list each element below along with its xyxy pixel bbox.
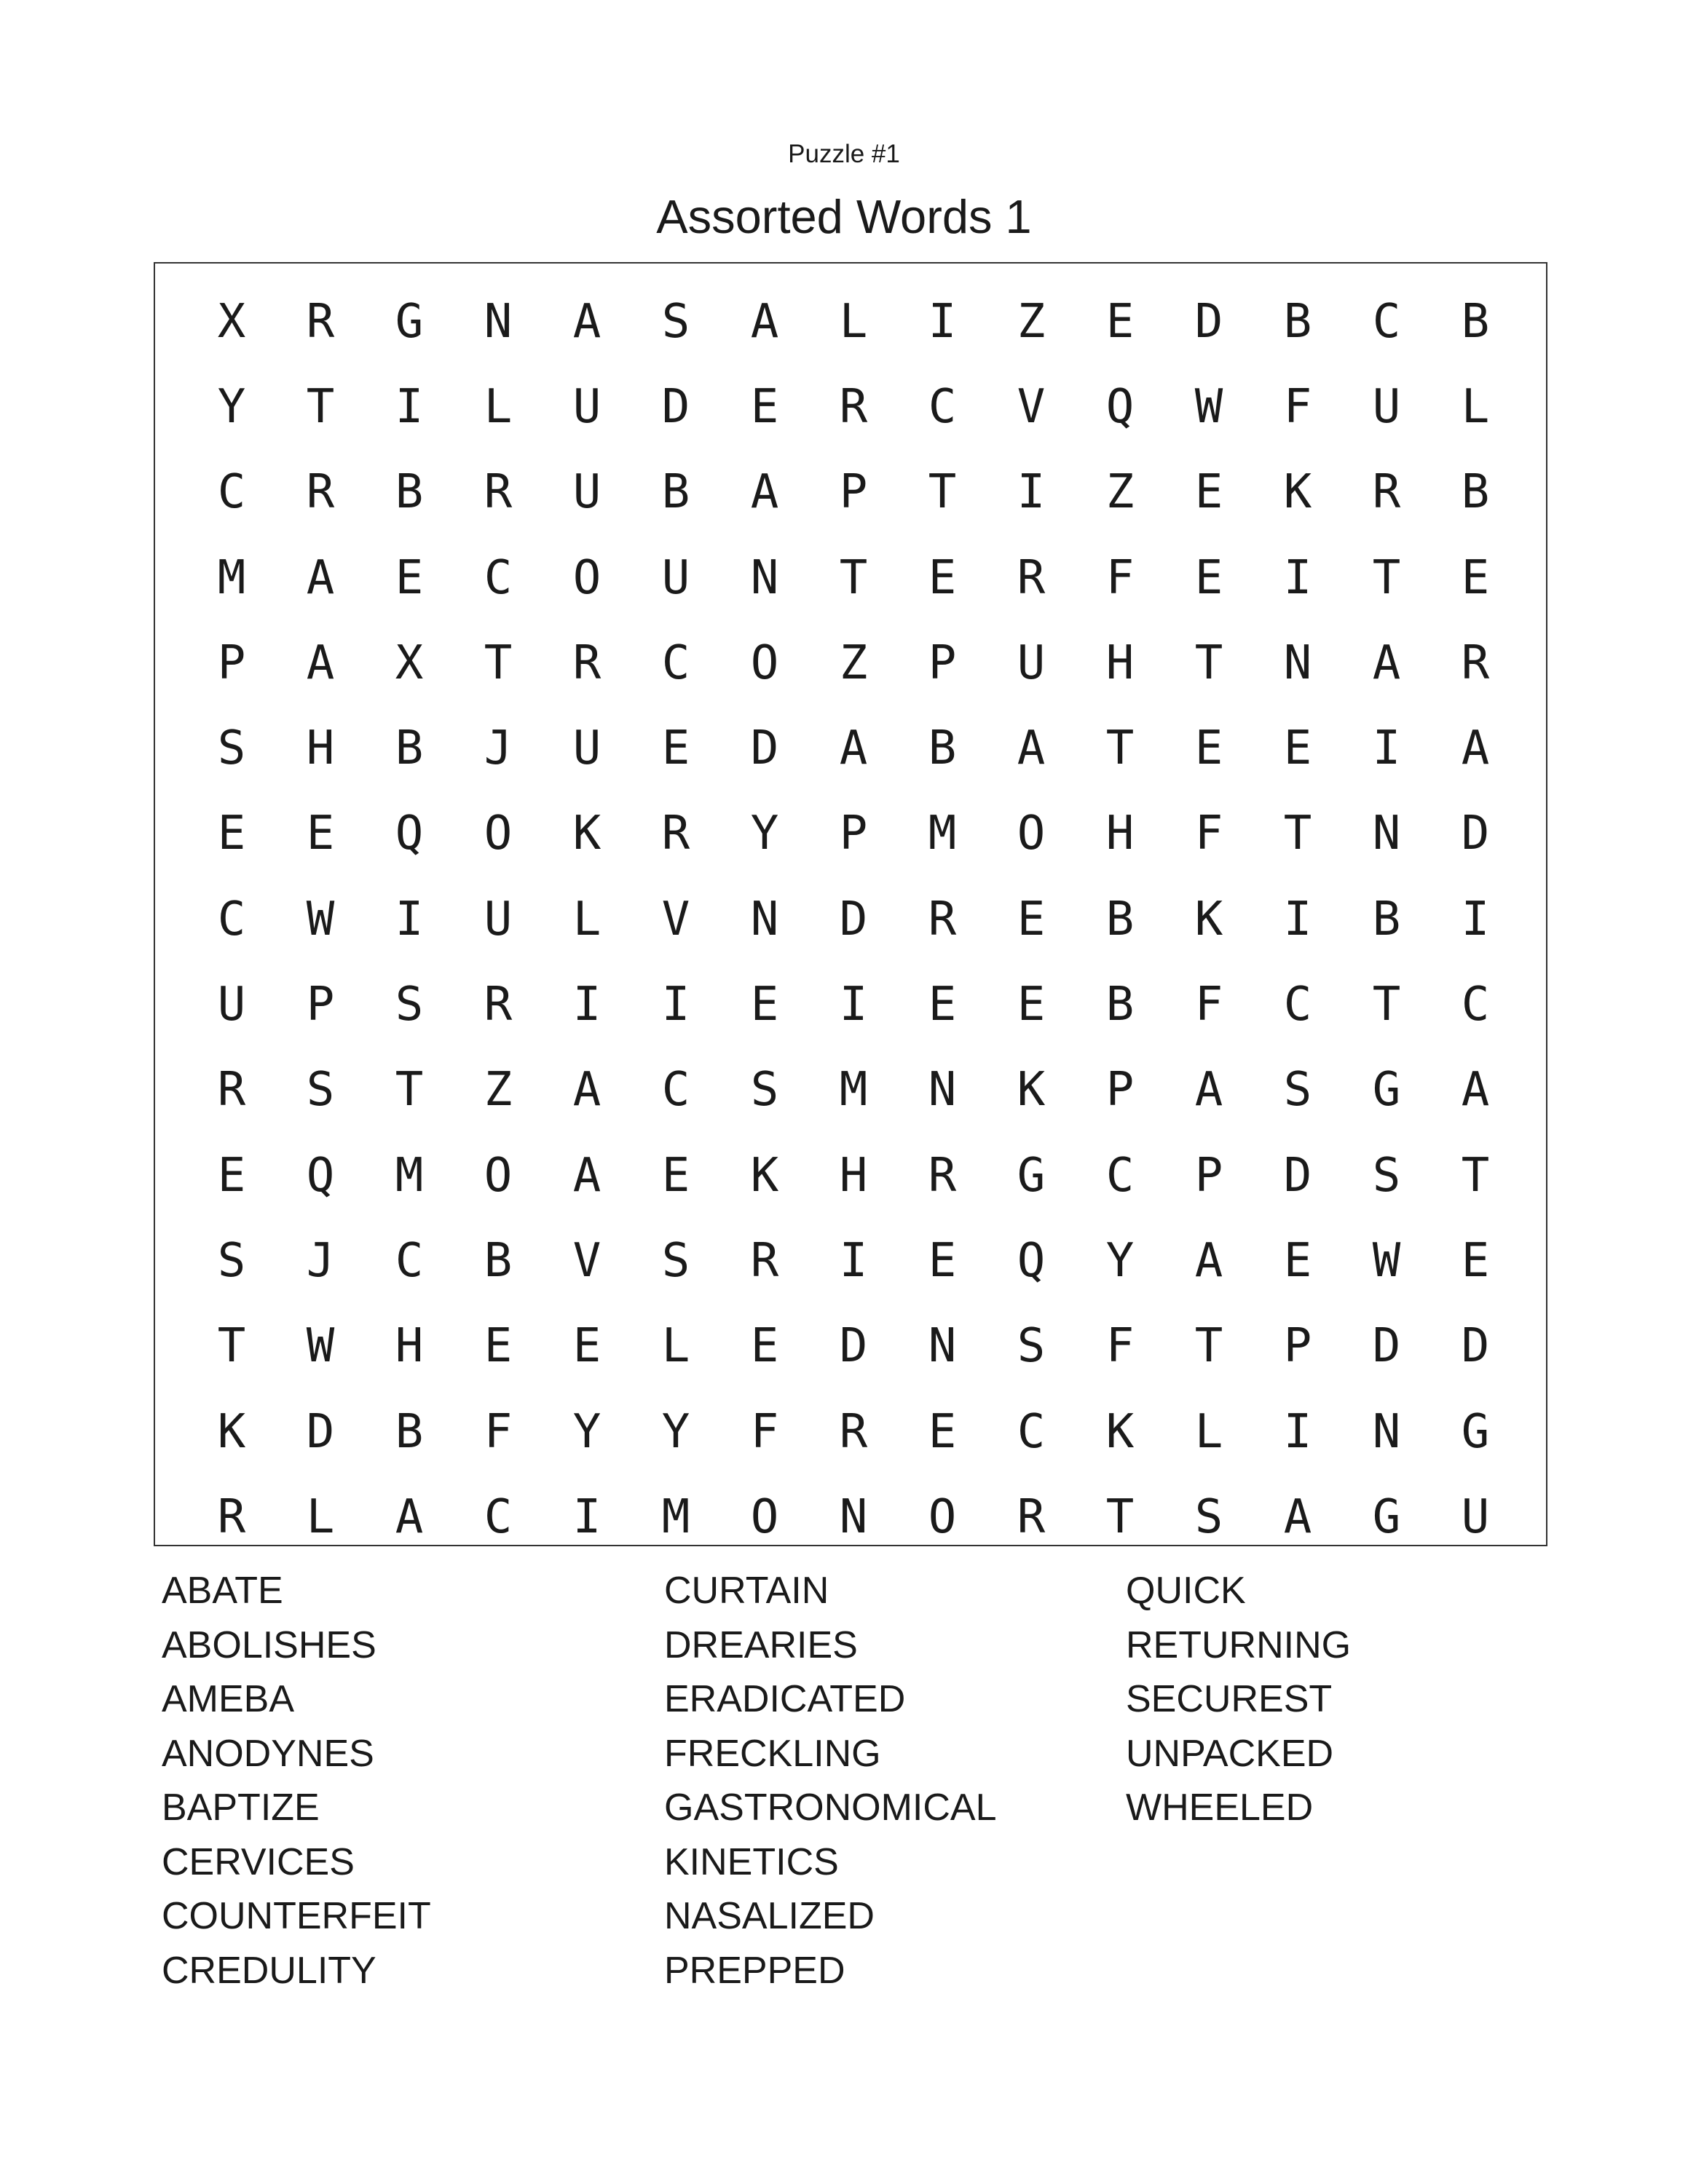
grid-cell[interactable]: X [395,636,424,690]
grid-cell[interactable]: C [661,1063,690,1117]
word-list-item: RETURNING [1126,1623,1352,1666]
grid-cell[interactable]: D [1194,294,1223,349]
grid-cell[interactable]: T [1105,1489,1135,1544]
grid-cell[interactable]: T [1194,636,1223,690]
grid-cell[interactable]: I [1372,721,1401,776]
grid-cell[interactable]: G [1017,1148,1046,1203]
grid-cell[interactable]: A [572,1063,602,1117]
grid-cell[interactable]: O [1017,807,1046,861]
grid-cell[interactable]: O [750,636,779,690]
grid-cell[interactable]: R [928,1148,957,1203]
grid-cell[interactable]: K [1105,1404,1135,1459]
grid-cell[interactable]: D [1372,1319,1401,1374]
grid-cell[interactable]: L [306,1489,335,1544]
word-list-item: ERADICATED [664,1678,906,1720]
word-list-column-1 [162,1564,431,1998]
grid-cell[interactable]: Y [217,379,246,434]
grid-cell[interactable]: Z [1105,465,1135,520]
grid-cell[interactable]: C [1461,978,1490,1032]
grid-cell[interactable]: V [1017,379,1046,434]
grid-cell[interactable]: N [750,550,779,605]
word-list-item: ABATE [162,1570,283,1612]
grid-cell[interactable]: M [395,1148,424,1203]
grid-cell[interactable]: W [306,1319,335,1374]
grid-cell[interactable]: I [572,978,602,1032]
grid-cell[interactable]: D [839,1319,868,1374]
grid-cell[interactable]: F [1105,1319,1135,1374]
grid-cell[interactable]: G [395,294,424,349]
grid-cell[interactable]: I [395,379,424,434]
puzzle-title: Assorted Words 1 [656,190,1032,243]
grid-cell[interactable]: D [839,892,868,946]
word-list-item: FRECKLING [664,1732,881,1775]
grid-cell[interactable]: T [395,1063,424,1117]
grid-cell[interactable]: A [572,294,602,349]
grid-cell[interactable]: R [928,892,957,946]
grid-cell[interactable]: C [484,550,513,605]
grid-cell[interactable]: A [750,294,779,349]
grid-cell[interactable]: A [395,1489,424,1544]
word-list-item: BAPTIZE [162,1787,320,1829]
grid-cell[interactable]: B [928,721,957,776]
grid-cell[interactable]: R [839,379,868,434]
grid-cell[interactable]: S [1283,1063,1312,1117]
grid-cell[interactable]: C [484,1489,513,1544]
grid-cell[interactable]: R [1461,636,1490,690]
grid-cell[interactable]: U [1017,636,1046,690]
grid-cell[interactable]: I [395,892,424,946]
grid-cell[interactable]: E [1105,294,1135,349]
grid-cell[interactable]: O [484,1148,513,1203]
grid-cell[interactable]: J [306,1233,335,1288]
grid-cell[interactable]: A [306,636,335,690]
grid-cell[interactable]: U [217,978,246,1032]
grid-cell[interactable]: T [306,379,335,434]
grid-cell[interactable]: L [1461,379,1490,434]
grid-cell[interactable]: P [1194,1148,1223,1203]
grid-cell[interactable]: B [1461,294,1490,349]
grid-cell[interactable]: S [217,721,246,776]
grid-cell[interactable]: I [661,978,690,1032]
grid-cell[interactable]: N [1372,1404,1401,1459]
grid-cell[interactable]: B [1105,892,1135,946]
grid-cell[interactable]: B [1461,465,1490,520]
grid-cell[interactable]: T [1461,1148,1490,1203]
grid-cell[interactable]: I [1461,892,1490,946]
grid-cell[interactable]: K [1017,1063,1046,1117]
letter-grid-box [154,262,1547,1546]
grid-cell[interactable]: E [1194,465,1223,520]
grid-cell[interactable]: R [306,294,335,349]
grid-cell[interactable]: N [484,294,513,349]
puzzle-number: Puzzle #1 [788,140,900,168]
grid-cell[interactable]: Q [1017,1233,1046,1288]
grid-cell[interactable]: Q [1105,379,1135,434]
word-list-item: KINETICS [664,1840,839,1883]
grid-cell[interactable]: E [1017,978,1046,1032]
grid-cell[interactable]: I [1283,1404,1312,1459]
grid-cell[interactable]: I [839,978,868,1032]
word-list-item: CERVICES [162,1840,355,1883]
grid-cell[interactable]: E [395,550,424,605]
grid-cell[interactable]: I [572,1489,602,1544]
grid-cell[interactable]: L [572,892,602,946]
grid-cell[interactable]: T [1372,978,1401,1032]
word-list-item: QUICK [1126,1570,1246,1612]
grid-cell[interactable]: N [1372,807,1401,861]
grid-cell[interactable]: K [750,1148,779,1203]
grid-cell[interactable]: E [1194,721,1223,776]
grid-cell[interactable]: I [928,294,957,349]
grid-cell[interactable]: U [484,892,513,946]
grid-cell[interactable]: Y [750,807,779,861]
grid-cell[interactable]: V [661,892,690,946]
grid-cell[interactable]: S [1017,1319,1046,1374]
word-list-column-2 [664,1564,997,1998]
grid-cell[interactable]: I [1283,550,1312,605]
grid-cell[interactable]: S [306,1063,335,1117]
grid-cell[interactable]: A [1461,1063,1490,1117]
grid-cell[interactable]: U [572,465,602,520]
grid-cell[interactable]: R [484,465,513,520]
word-list-item: NASALIZED [664,1895,875,1937]
grid-cell[interactable]: Y [661,1404,690,1459]
word-list-item: ABOLISHES [162,1623,376,1666]
grid-cell[interactable]: C [1105,1148,1135,1203]
grid-cell[interactable]: N [750,892,779,946]
grid-cell[interactable]: S [217,1233,246,1288]
word-list-column-3 [1126,1564,1351,1835]
grid-cell[interactable]: C [1017,1404,1046,1459]
grid-cell[interactable]: B [484,1233,513,1288]
grid-cell[interactable]: I [1283,892,1312,946]
grid-cell[interactable]: W [1194,379,1223,434]
grid-cell[interactable]: L [661,1319,690,1374]
grid-cell[interactable]: R [839,1404,868,1459]
grid-cell[interactable]: R [661,807,690,861]
grid-cell[interactable]: E [750,379,779,434]
grid-cell[interactable]: R [217,1063,246,1117]
grid-cell[interactable]: T [217,1319,246,1374]
word-list-item: CREDULITY [162,1949,376,1992]
grid-cell[interactable]: G [1461,1404,1490,1459]
grid-cell[interactable]: E [572,1319,602,1374]
grid-cell[interactable]: U [661,550,690,605]
grid-cell[interactable]: A [572,1148,602,1203]
grid-cell[interactable]: B [1283,294,1312,349]
grid-cell[interactable]: E [928,978,957,1032]
grid-cell[interactable]: K [217,1404,246,1459]
grid-cell[interactable]: U [1372,379,1401,434]
grid-cell[interactable]: Y [1105,1233,1135,1288]
grid-cell[interactable]: T [1105,721,1135,776]
grid-cell[interactable]: K [572,807,602,861]
grid-cell[interactable]: E [750,1319,779,1374]
grid-cell[interactable]: E [217,807,246,861]
grid-cell[interactable]: B [395,1404,424,1459]
grid-cell[interactable]: S [750,1063,779,1117]
grid-cell[interactable]: H [306,721,335,776]
grid-cell[interactable]: S [1194,1489,1223,1544]
grid-cell[interactable]: N [839,1489,868,1544]
word-list-item: AMEBA [162,1678,295,1720]
grid-cell[interactable]: M [661,1489,690,1544]
grid-cell[interactable]: N [928,1319,957,1374]
grid-cell[interactable]: E [306,807,335,861]
grid-cell[interactable]: Q [395,807,424,861]
grid-cell[interactable]: H [839,1148,868,1203]
grid-cell[interactable]: C [217,465,246,520]
grid-cell[interactable]: E [1461,550,1490,605]
grid-cell[interactable]: W [306,892,335,946]
grid-cell[interactable]: E [1283,721,1312,776]
grid-cell[interactable]: H [1105,807,1135,861]
grid-cell[interactable]: M [928,807,957,861]
grid-cell[interactable]: E [661,1148,690,1203]
grid-cell[interactable]: E [1017,892,1046,946]
grid-cell[interactable]: A [1372,636,1401,690]
grid-cell[interactable]: P [1283,1319,1312,1374]
grid-cell[interactable]: D [661,379,690,434]
grid-cell[interactable]: E [928,1233,957,1288]
grid-cell[interactable]: B [1372,892,1401,946]
grid-cell[interactable]: M [839,1063,868,1117]
grid-cell[interactable]: Q [306,1148,335,1203]
word-list-item: WHEELED [1126,1787,1314,1829]
grid-cell[interactable]: B [1105,978,1135,1032]
grid-cell[interactable]: R [217,1489,246,1544]
word-list-item: CURTAIN [664,1570,829,1612]
grid-cell[interactable]: R [484,978,513,1032]
grid-cell[interactable]: P [1105,1063,1135,1117]
grid-cell[interactable]: E [750,978,779,1032]
grid-cell[interactable]: D [1461,807,1490,861]
word-list-item: GASTRONOMICAL [664,1787,997,1829]
grid-cell[interactable]: A [839,721,868,776]
grid-cell[interactable]: F [484,1404,513,1459]
grid-cell[interactable]: A [1194,1233,1223,1288]
grid-cell[interactable]: G [1372,1063,1401,1117]
grid-cell[interactable]: E [1194,550,1223,605]
word-list-item: PREPPED [664,1949,845,1992]
grid-cell[interactable]: U [572,379,602,434]
grid-cell[interactable]: F [1283,379,1312,434]
grid-cell[interactable]: N [1283,636,1312,690]
grid-cell[interactable]: T [839,550,868,605]
grid-cell[interactable]: E [217,1148,246,1203]
grid-cell[interactable]: C [661,636,690,690]
grid-cell[interactable]: O [928,1489,957,1544]
grid-cell[interactable]: E [1283,1233,1312,1288]
grid-cell[interactable]: X [217,294,246,349]
grid-cell[interactable]: F [1194,807,1223,861]
grid-cell[interactable]: E [928,550,957,605]
grid-cell[interactable]: H [395,1319,424,1374]
grid-cell[interactable]: L [839,294,868,349]
grid-cell[interactable]: U [1461,1489,1490,1544]
grid-cell[interactable]: B [395,721,424,776]
grid-cell[interactable]: S [1372,1148,1401,1203]
word-list-item: DREARIES [664,1623,858,1666]
grid-cell[interactable]: R [1017,1489,1046,1544]
grid-cell[interactable]: E [1461,1233,1490,1288]
grid-cell[interactable]: N [928,1063,957,1117]
grid-cell[interactable]: C [1372,294,1401,349]
grid-cell[interactable]: E [928,1404,957,1459]
grid-cell[interactable]: P [217,636,246,690]
grid-cell[interactable]: T [1283,807,1312,861]
grid-cell[interactable]: Z [839,636,868,690]
grid-cell[interactable]: S [661,294,690,349]
grid-cell[interactable]: O [484,807,513,861]
grid-cell[interactable]: F [750,1404,779,1459]
grid-cell[interactable]: K [1194,892,1223,946]
grid-cell[interactable]: P [928,636,957,690]
grid-cell[interactable]: E [661,721,690,776]
grid-cell[interactable]: E [484,1319,513,1374]
grid-cell[interactable]: P [839,465,868,520]
grid-cell[interactable]: C [928,379,957,434]
grid-cell[interactable]: D [1461,1319,1490,1374]
grid-cell[interactable]: T [484,636,513,690]
grid-cell[interactable]: A [750,465,779,520]
grid-cell[interactable]: G [1372,1489,1401,1544]
grid-cell[interactable]: Y [572,1404,602,1459]
grid-cell[interactable]: P [306,978,335,1032]
grid-cell[interactable]: K [1283,465,1312,520]
grid-cell[interactable]: P [839,807,868,861]
grid-cell[interactable]: I [1017,465,1046,520]
grid-cell[interactable]: C [1283,978,1312,1032]
grid-cell[interactable]: Z [484,1063,513,1117]
grid-cell[interactable]: O [750,1489,779,1544]
grid-cell[interactable]: R [1372,465,1401,520]
grid-cell[interactable]: L [1194,1404,1223,1459]
grid-cell[interactable]: A [1461,721,1490,776]
grid-cell[interactable]: D [750,721,779,776]
grid-cell[interactable]: D [1283,1148,1312,1203]
grid-cell[interactable]: J [484,721,513,776]
word-list-item: COUNTERFEIT [162,1895,431,1937]
grid-cell[interactable]: L [484,379,513,434]
grid-cell[interactable]: S [661,1233,690,1288]
grid-cell[interactable]: F [1194,978,1223,1032]
grid-cell[interactable]: T [1372,550,1401,605]
grid-cell[interactable]: H [1105,636,1135,690]
grid-cell[interactable]: S [395,978,424,1032]
grid-cell[interactable]: O [572,550,602,605]
grid-cell[interactable]: A [1017,721,1046,776]
grid-cell[interactable]: A [306,550,335,605]
word-list-item: UNPACKED [1126,1732,1334,1775]
grid-cell[interactable]: M [217,550,246,605]
grid-cell[interactable]: B [395,465,424,520]
grid-cell[interactable]: R [750,1233,779,1288]
grid-cell[interactable]: I [839,1233,868,1288]
grid-cell[interactable]: T [1194,1319,1223,1374]
word-list-item: SECUREST [1126,1678,1333,1720]
grid-cell[interactable]: R [572,636,602,690]
grid-cell[interactable]: V [572,1233,602,1288]
letter-grid [187,279,1520,1559]
grid-cell[interactable]: R [306,465,335,520]
grid-cell[interactable]: C [395,1233,424,1288]
grid-cell[interactable]: W [1372,1233,1401,1288]
grid-cell[interactable]: Z [1017,294,1046,349]
grid-cell[interactable]: F [1105,550,1135,605]
word-list-item: ANODYNES [162,1732,374,1775]
grid-cell[interactable]: T [928,465,957,520]
grid-cell[interactable]: B [661,465,690,520]
grid-cell[interactable]: R [1017,550,1046,605]
grid-cell[interactable]: D [306,1404,335,1459]
grid-cell[interactable]: A [1194,1063,1223,1117]
grid-cell[interactable]: A [1283,1489,1312,1544]
grid-cell[interactable]: C [217,892,246,946]
grid-cell[interactable]: U [572,721,602,776]
